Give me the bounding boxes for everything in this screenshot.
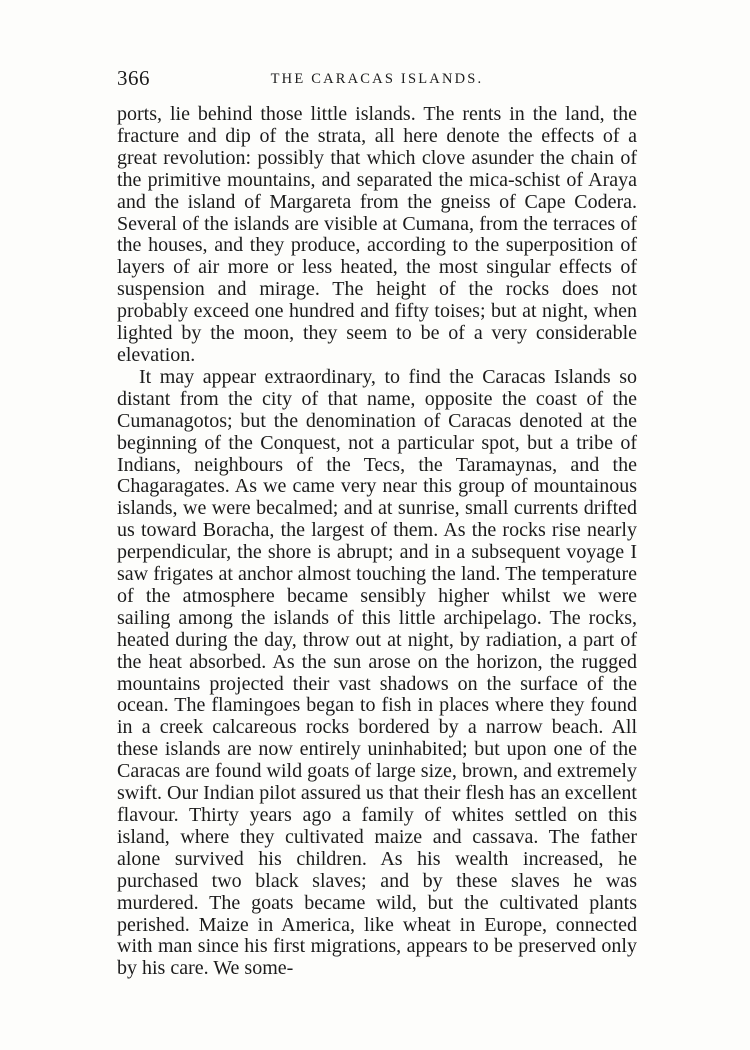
page-number: 366 bbox=[117, 66, 150, 90]
running-header bbox=[117, 66, 637, 92]
paragraph-continued: ports, lie behind those little islands. The rents in the land, the fracture and dip of the strata, all here denote the effects of a great revolution: possibly that which clove asunder the chain of the primitive mountains, and separated the mica-schist of Araya and the island of Margareta from the gneiss of Cape Codera. Several of the islands are visible at Cumana, from the terraces of the houses, and they produce, according to the superposition of layers of air more or less heated, the most singular effects of suspension and mirage. The height of the rocks does not probably exceed one hundred and fifty toises; but at night, when lighted by the moon, they seem to be of a very considerable elevation. bbox=[117, 103, 637, 366]
body-text bbox=[117, 104, 637, 980]
running-title: THE CARACAS ISLANDS. bbox=[270, 71, 484, 87]
paragraph: It may appear extraordinary, to find the Caracas Islands so distant from the city of that name, opposite the coast of the Cumanagotos; but the denomination of Caracas denoted at the beginning of the Conquest, not a particular spot, but a tribe of Indians, neighbours of the Tecs, the Taramaynas, and the Chagaragates. As we came very near this group of mountainous islands, we were becalmed; and at sunrise, small currents drifted us toward Boracha, the largest of them. As the rocks rise nearly perpendicular, the shore is abrupt; and in a subsequent voyage I saw frigates at anchor almost touching the land. The temperature of the atmosphere became sensibly higher whilst we were sailing among the islands of this little archipelago. The rocks, heated during the day, throw out at night, by radiation, a part of the heat absorbed. As the sun arose on the horizon, the rugged mountains projected their vast shadows on the surface of the ocean. The flamingoes began to fish in places where they found in a creek calcareous rocks bordered by a narrow beach. All these islands are now entirely uninhabited; but upon one of the Caracas are found wild goats of large size, brown, and extremely swift. Our Indian pilot assured us that their flesh has an excellent flavour. Thirty years ago a family of whites settled on this island, where they cultivated maize and cassava. The father alone survived his children. As his wealth increased, he purchased two black slaves; and by these slaves he was murdered. The goats became wild, but the cultivated plants perished. Maize in America, like wheat in Europe, connected with man since his first migrations, appears to be preserved only by his care. We some- bbox=[117, 365, 637, 980]
